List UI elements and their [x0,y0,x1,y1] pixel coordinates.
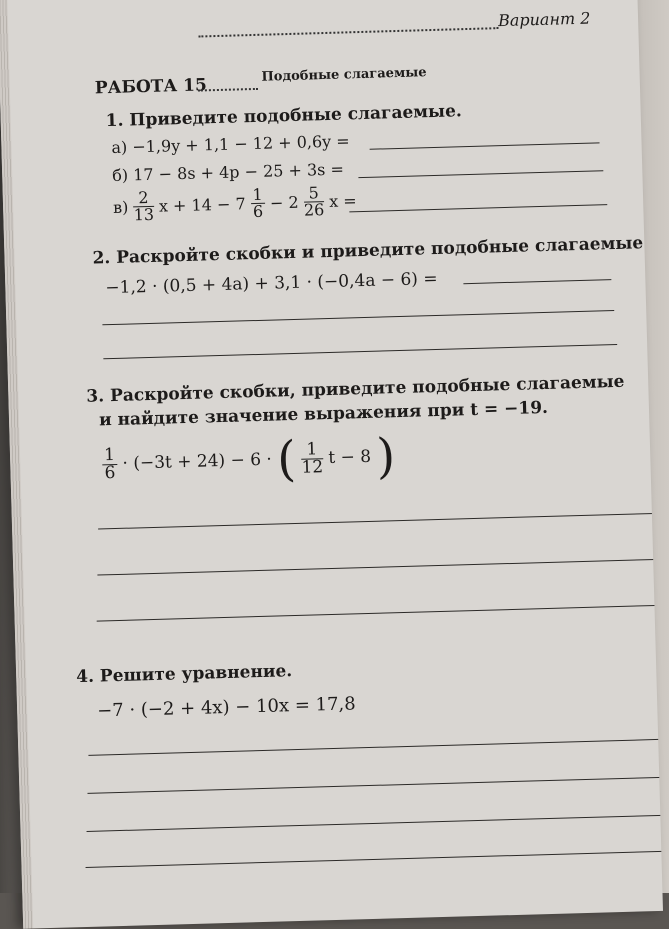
task4-title: 4. Решите уравнение. [75,661,293,688]
task1-b-answer-line [358,170,603,178]
task3-title-line2: и найдите значение выражения при t = −19. [98,397,549,431]
task1-c-part2: − 2 [269,192,299,213]
task2-expression: −1,2 · (0,5 + 4a) + 3,1 · (−0,4a − 6) = [105,268,438,299]
task3-part1: · (−3t + 24) − 6 · [122,449,273,474]
task1-c-prefix: в) [112,197,129,217]
task3-fraction-2 [301,438,324,478]
task4-answer-line-3 [87,815,663,832]
task1-title: 1. Приведите подобные слагаемые. [105,101,463,132]
work-title: РАБОТА 15 [94,75,208,99]
task3-answer-line-2 [97,559,655,576]
frac-numerator: 5 [303,185,324,203]
frac-numerator: 1 [252,184,263,205]
frac-numerator: 2 [133,190,154,208]
frac-denominator: 6 [252,201,264,222]
task1-a-answer-line [370,142,600,149]
task2-answer-line-1 [463,279,611,284]
task3-expression [102,428,396,488]
topic-title: Подобные слагаемые [261,65,427,85]
task1-c-part1: x + 14 − 7 [158,194,246,216]
task1-b: б) 17 − 8s + 4p − 25 + 3s = [111,159,345,185]
frac-denominator: 13 [133,204,155,225]
task2-title: 2. Раскройте скобки и приведите подобные слагаемые. [92,233,650,269]
frac-numerator: 1 [103,444,116,465]
task1-a: а) −1,9y + 1,1 − 12 + 0,6y = [111,131,350,157]
task3-part2: t − 8 [328,446,372,469]
task3-answer-line-1 [98,513,654,530]
frac-denominator: 6 [104,462,116,483]
task3-fraction-1 [102,446,118,481]
task1-c [113,184,357,224]
variant-label: Вариант 2 [497,8,591,31]
task1-c-part3: x = [328,191,357,211]
task2-answer-line-3 [103,344,617,359]
right-paren: ) [375,428,396,485]
left-paren: ( [276,430,297,488]
task4-answer-line-1 [88,739,663,756]
task4-answer-line-4 [86,851,663,868]
task3-answer-line-3 [97,605,657,622]
task1-c-fraction-1 [133,187,155,225]
task1-c-fraction-2 [250,184,265,222]
task1-c-answer-line [349,204,607,212]
task3-title-line1: 3. Раскройте скобки, приведите подобные слагаемые [86,371,625,407]
frac-denominator: 26 [303,200,325,220]
frac-numerator: 1 [301,441,323,460]
header-dotted-line [198,27,498,37]
frac-denominator: 12 [301,456,324,478]
task1-c-fraction-3 [303,185,324,219]
title-dotted-line [198,88,258,92]
task2-answer-line-2 [102,310,614,325]
task4-equation: −7 · (−2 + 4x) − 10x = 17,8 [96,693,356,722]
task4-answer-line-2 [87,777,663,794]
